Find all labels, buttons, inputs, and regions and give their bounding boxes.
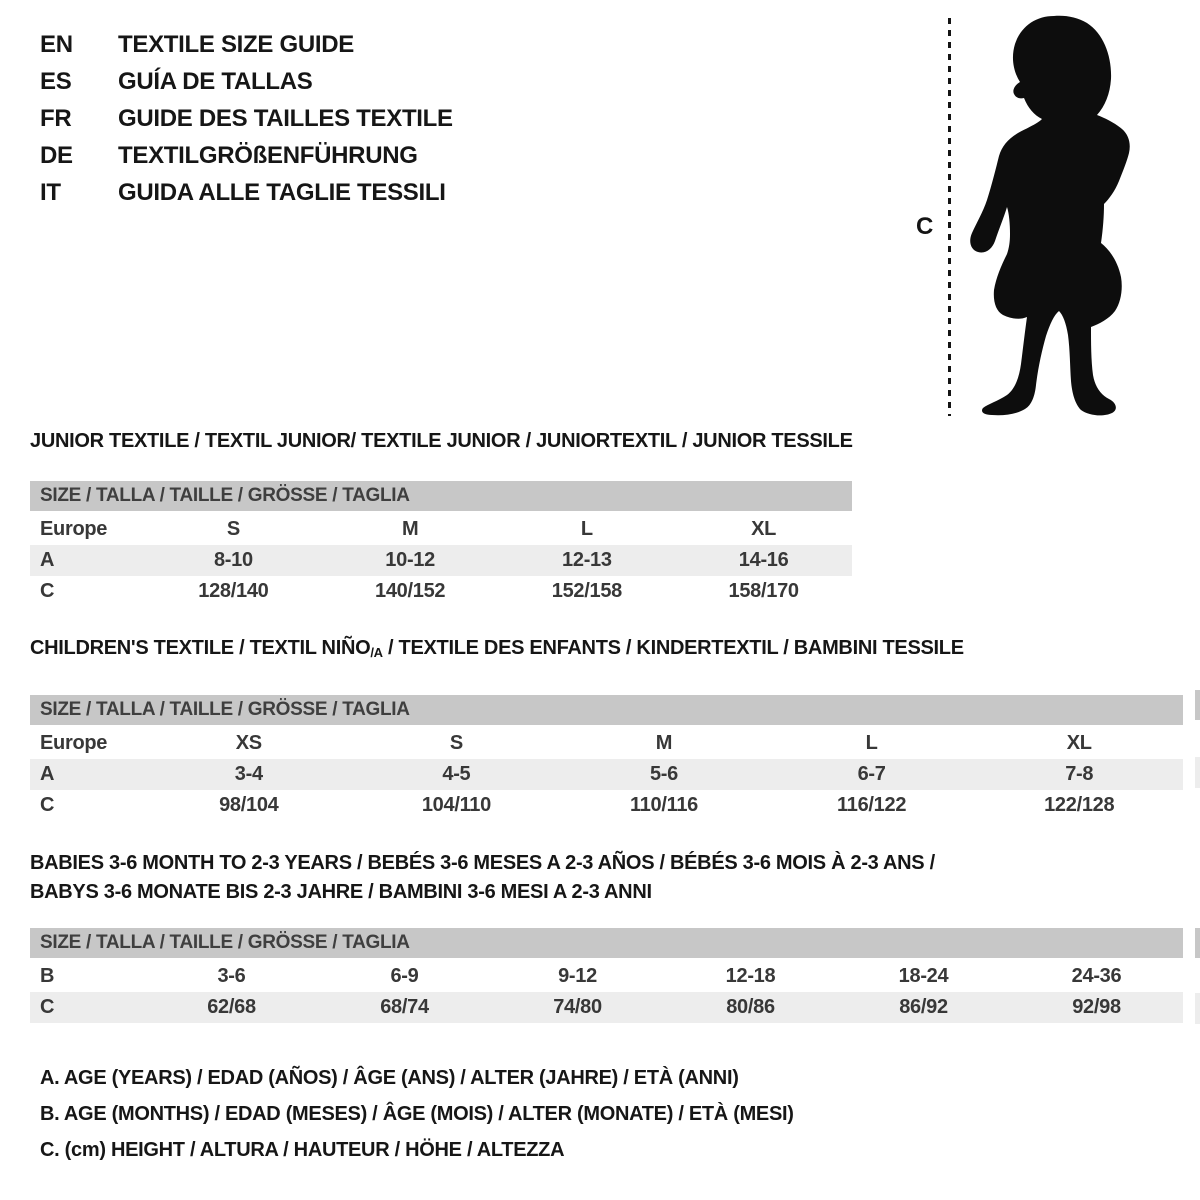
table-cell: 12-18 bbox=[725, 965, 776, 987]
section-title-text: BABYS 3-6 MONATE BIS 2-3 JAHRE / BAMBINI 3-6 MESI A 2-3 ANNI bbox=[30, 881, 652, 903]
row-label: C bbox=[40, 794, 55, 816]
table-edge-fragment bbox=[1195, 993, 1200, 1024]
table-cell: 7-8 bbox=[1065, 763, 1094, 785]
table-cell: 86/92 bbox=[899, 996, 948, 1018]
table-cell: 3-4 bbox=[234, 763, 263, 785]
row-label: C bbox=[40, 580, 55, 602]
table-row bbox=[30, 790, 1183, 821]
section-title-line bbox=[30, 637, 1183, 664]
table-row bbox=[30, 514, 852, 545]
table-cell: 80/86 bbox=[726, 996, 775, 1018]
table-cell: M bbox=[655, 732, 673, 754]
table-row bbox=[30, 545, 852, 576]
row-label: Europe bbox=[40, 732, 108, 754]
table-edge-fragment bbox=[1195, 757, 1200, 788]
table-cell: 6-7 bbox=[857, 763, 886, 785]
table-cell: 140/152 bbox=[375, 580, 446, 602]
height-dashed-line bbox=[948, 18, 951, 416]
legend-line: C. (cm) HEIGHT / ALTURA / HAUTEUR / HÖHE / ALTEZZA bbox=[40, 1139, 565, 1161]
table-cell: 3-6 bbox=[217, 965, 246, 987]
size-table bbox=[30, 728, 1183, 821]
table-cell: 104/110 bbox=[421, 794, 491, 816]
section-title-text: CHILDREN'S TEXTILE / TEXTIL NIÑO bbox=[30, 637, 371, 659]
table-cell: L bbox=[580, 518, 593, 540]
table-cell: 62/68 bbox=[207, 996, 256, 1018]
language-row bbox=[40, 63, 453, 100]
language-row bbox=[40, 26, 453, 63]
size-table bbox=[30, 514, 852, 607]
table-row bbox=[30, 728, 1183, 759]
row-label: B bbox=[40, 965, 55, 987]
toddler-silhouette-icon bbox=[958, 14, 1138, 418]
size-header-bar: SIZE / TALLA / TAILLE / GRÖSSE / TAGLIA bbox=[30, 928, 1183, 958]
table-cell: 152/158 bbox=[551, 580, 622, 602]
language-title: GUÍA DE TALLAS bbox=[118, 68, 313, 95]
table-cell: 9-12 bbox=[558, 965, 597, 987]
table-cell: 74/80 bbox=[553, 996, 602, 1018]
size-header-bar: SIZE / TALLA / TAILLE / GRÖSSE / TAGLIA bbox=[30, 695, 1183, 725]
table-cell: 116/122 bbox=[837, 794, 907, 816]
table-cell: 24-36 bbox=[1071, 965, 1122, 987]
legend-line: B. AGE (MONTHS) / EDAD (MESES) / ÂGE (MOIS) / ALTER (MONATE) / ETÀ (MESI) bbox=[40, 1103, 794, 1125]
section-title-line bbox=[30, 430, 852, 452]
language-code: DE bbox=[40, 142, 73, 169]
size-section bbox=[30, 430, 852, 607]
table-edge-fragment bbox=[1195, 690, 1200, 720]
table-cell: 4-5 bbox=[442, 763, 471, 785]
size-header-bar: SIZE / TALLA / TAILLE / GRÖSSE / TAGLIA bbox=[30, 481, 852, 511]
table-cell: XL bbox=[751, 518, 777, 540]
section-title bbox=[30, 637, 1183, 664]
table-cell: 8-10 bbox=[213, 549, 253, 571]
table-cell: M bbox=[401, 518, 419, 540]
language-row bbox=[40, 137, 453, 174]
section-title-text: / TEXTILE DES ENFANTS / KINDERTEXTIL / BAMBINI TESSILE bbox=[382, 637, 964, 659]
language-title: TEXTILGRÖßENFÜHRUNG bbox=[118, 142, 418, 169]
height-measure-label: C bbox=[916, 213, 934, 240]
table-row bbox=[30, 759, 1183, 790]
section-title-text: JUNIOR TEXTILE / TEXTIL JUNIOR/ TEXTILE JUNIOR / JUNIORTEXTIL / JUNIOR TESSILE bbox=[30, 430, 853, 452]
table-cell: 10-12 bbox=[385, 549, 435, 571]
table-row bbox=[30, 576, 852, 607]
language-title: GUIDA ALLE TAGLIE TESSILI bbox=[118, 179, 446, 206]
table-cell: 6-9 bbox=[390, 965, 419, 987]
table-cell: XL bbox=[1066, 732, 1092, 754]
table-row bbox=[30, 992, 1183, 1023]
section-title-text: BABIES 3-6 MONTH TO 2-3 YEARS / BEBÉS 3-6 MESES A 2-3 AÑOS / BÉBÉS 3-6 MOIS À 2-3 ANS / bbox=[30, 852, 935, 874]
language-title-list bbox=[40, 26, 453, 211]
table-cell: 14-16 bbox=[738, 549, 789, 571]
table-cell: 5-6 bbox=[649, 763, 678, 785]
legend-line: A. AGE (YEARS) / EDAD (AÑOS) / ÂGE (ANS) / ALTER (JAHRE) / ETÀ (ANNI) bbox=[40, 1067, 739, 1089]
section-title-line bbox=[30, 878, 1183, 907]
row-label: A bbox=[40, 549, 55, 571]
section-title-text: /A bbox=[370, 645, 383, 660]
row-label: Europe bbox=[40, 518, 108, 540]
section-title bbox=[30, 849, 1183, 907]
size-table bbox=[30, 961, 1183, 1023]
table-cell: 158/170 bbox=[728, 580, 799, 602]
size-section bbox=[30, 637, 1183, 821]
table-cell: 128/140 bbox=[198, 580, 269, 602]
language-code: ES bbox=[40, 68, 72, 95]
row-label: A bbox=[40, 763, 55, 785]
language-code: EN bbox=[40, 31, 73, 58]
table-cell: 122/128 bbox=[1044, 794, 1115, 816]
table-row bbox=[30, 961, 1183, 992]
language-code: IT bbox=[40, 179, 61, 206]
table-edge-fragment bbox=[1195, 928, 1200, 958]
table-cell: 110/116 bbox=[629, 794, 698, 816]
size-section bbox=[30, 849, 1183, 1023]
table-cell: L bbox=[865, 732, 878, 754]
language-row bbox=[40, 100, 453, 137]
section-title-line bbox=[30, 849, 1183, 878]
table-cell: 68/74 bbox=[380, 996, 429, 1018]
table-cell: 98/104 bbox=[219, 794, 279, 816]
table-cell: 92/98 bbox=[1072, 996, 1121, 1018]
table-cell: S bbox=[226, 518, 240, 540]
measure-legend bbox=[40, 1060, 794, 1168]
row-label: C bbox=[40, 996, 55, 1018]
language-title: TEXTILE SIZE GUIDE bbox=[118, 31, 354, 58]
language-code: FR bbox=[40, 105, 72, 132]
language-row bbox=[40, 174, 453, 211]
section-title bbox=[30, 430, 852, 452]
table-cell: XS bbox=[235, 732, 262, 754]
table-cell: 18-24 bbox=[898, 965, 949, 987]
table-cell: 12-13 bbox=[562, 549, 612, 571]
language-title: GUIDE DES TAILLES TEXTILE bbox=[118, 105, 453, 132]
table-cell: S bbox=[449, 732, 463, 754]
